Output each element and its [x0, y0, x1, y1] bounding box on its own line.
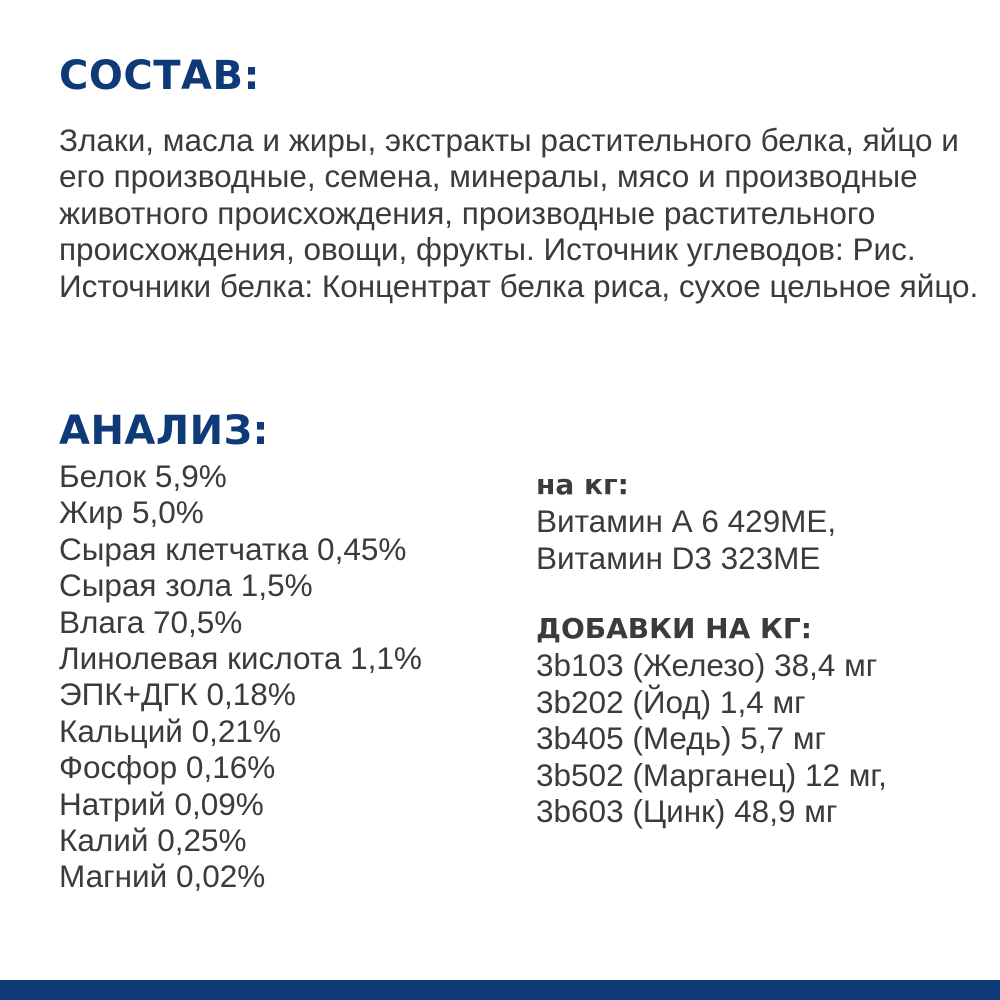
vitamin-a-item: Витамин А 6 429МЕ,	[536, 503, 837, 540]
analysis-item-moisture: Влага 70,5%	[59, 603, 243, 640]
analysis-item-magnesium: Магний 0,02%	[59, 858, 266, 895]
analysis-item-potassium: Калий 0,25%	[59, 822, 247, 859]
composition-text: Злаки, масла и жиры, экстракты растительного белка, яйцо и его производные, семена, минералы, мясо и производные животного происхождения, производные растительного происхождения, овощи, фрукты. Источник углеводов: Рис. Источники белка: Концентрат белка риса, сухое цельное яйцо.	[59, 122, 979, 304]
analysis-item-linoleic-acid: Линолевая кислота 1,1%	[59, 640, 422, 677]
additive-zinc-item: 3b603 (Цинк) 48,9 мг	[536, 793, 838, 830]
per-kg-heading: на кг:	[536, 468, 629, 501]
analysis-item-calcium: Кальций 0,21%	[59, 712, 281, 749]
composition-heading: СОСТАВ:	[59, 53, 260, 99]
vitamin-d3-item: Витамин D3 323МЕ	[536, 539, 821, 576]
analysis-list	[59, 458, 422, 895]
analysis-item-crude-fiber: Сырая клетчатка 0,45%	[59, 530, 407, 567]
per-kg-list	[536, 503, 836, 576]
bottom-bar	[0, 980, 1000, 1000]
analysis-heading: АНАЛИЗ:	[59, 408, 270, 454]
analysis-item-sodium: Натрий 0,09%	[59, 785, 264, 822]
analysis-item-phosphorus: Фосфор 0,16%	[59, 749, 276, 786]
analysis-item-fat: Жир 5,0%	[59, 494, 204, 531]
additive-iodine-item: 3b202 (Йод) 1,4 мг	[536, 683, 806, 720]
analysis-item-protein: Белок 5,9%	[59, 458, 227, 494]
additive-manganese-item: 3b502 (Марганец) 12 мг,	[536, 756, 887, 793]
additive-copper-item: 3b405 (Медь) 5,7 мг	[536, 720, 826, 757]
additive-iron-item: 3b103 (Железо) 38,4 мг	[536, 647, 878, 684]
analysis-item-epa-dha: ЭПК+ДГК 0,18%	[59, 676, 296, 713]
additives-block	[536, 611, 887, 829]
analysis-item-crude-ash: Сырая зола 1,5%	[59, 567, 313, 604]
per-kg-block	[536, 467, 836, 576]
additives-list	[536, 647, 887, 829]
additives-heading: ДОБАВКИ НА КГ:	[536, 612, 812, 645]
